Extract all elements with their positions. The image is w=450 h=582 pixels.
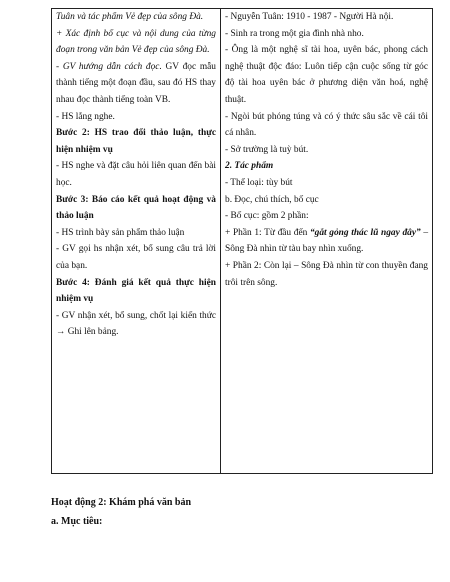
intro-text: Tuân và tác phẩm Vẻ đẹp của sông Đà. xyxy=(56,12,204,22)
activity-heading: Hoạt động 2: Khám phá văn bản xyxy=(51,497,192,508)
gv-reading-rest: GV đọc mẫu thành tiếng một đoạn đầu, sau đó HS thay nhau đọc thành tiếng toàn VB. xyxy=(56,61,216,105)
part1-prefix: + Phần 1: Từ đầu đến xyxy=(225,227,310,238)
hs-listen-text: - HS lắng nghe. xyxy=(56,111,115,122)
step4-title: Bước 4: Đánh giá kết quả thực hiện nhiệm vụ xyxy=(56,277,216,305)
gv-reading-italic: - GV hướng dẫn cách đọc. xyxy=(56,61,162,72)
objective-heading: a. Mục tiêu: xyxy=(51,516,103,527)
author-family: - Sinh ra trong một gia đình nhà nho. xyxy=(225,28,364,39)
author-pen: - Ngòi bút phóng túng và có ý thức sâu sắc về cái tôi cá nhân. xyxy=(225,111,428,139)
teacher-activity-cell xyxy=(52,9,221,474)
author-style: - Ông là một nghệ sĩ tài hoa, uyên bác, phong cách nghệ thuật độc đáo: Luôn tiếp cận cuộc sống từ góc độ tài hoa uyên bác ở phương diện văn hoá, nghệ thuật. xyxy=(225,45,428,105)
gv-reading-paragraph xyxy=(56,59,216,109)
work-part-1 xyxy=(225,225,428,258)
part1-quote: “gắt gỏng thác lũ ngay đây” xyxy=(309,227,421,238)
part1-suffix: – Sông Đà nhìn từ tàu bay nhìn xuống. xyxy=(225,227,429,255)
content-cell xyxy=(221,9,433,474)
work-genre: - Thể loại: tùy bút xyxy=(225,177,293,188)
step3-title: Bước 3: Báo cáo kết quả hoạt động và thảo luận xyxy=(56,194,216,222)
work-layout: - Bố cục: gồm 2 phần: xyxy=(225,211,309,222)
author-forte: - Sở trường là tuỳ bút. xyxy=(225,144,309,155)
step3-body-1: - HS trình bày sản phẩm thảo luận xyxy=(56,227,185,238)
step2-title: Bước 2: HS trao đổi thảo luận, thực hiện nhiệm vụ xyxy=(56,128,216,155)
work-reading: b. Đọc, chú thích, bố cục xyxy=(225,194,319,205)
author-dates: - Nguyễn Tuân: 1910 - 1987 - Người Hà nội. xyxy=(225,12,394,22)
lesson-table-row xyxy=(52,9,433,474)
lesson-table xyxy=(51,8,433,474)
step3-body-2: - GV gọi hs nhận xét, bổ sung câu trả lời của bạn. xyxy=(56,244,216,271)
step4-body: - GV nhận xét, bổ sung, chốt lại kiến thức → Ghi lên bảng. xyxy=(56,310,216,338)
step2-body: - HS nghe và đặt câu hỏi liên quan đến bài học. xyxy=(56,161,216,188)
section-work-title: 2. Tác phẩm xyxy=(225,161,274,172)
work-part-2: + Phần 2: Còn lại – Sông Đà nhìn từ con thuyền đang trôi trên sông. xyxy=(225,260,428,288)
structure-task-text: + Xác định bố cục và nội dung của từng đoạn trong văn bản Vẻ đẹp của sông Đà. xyxy=(56,28,216,56)
